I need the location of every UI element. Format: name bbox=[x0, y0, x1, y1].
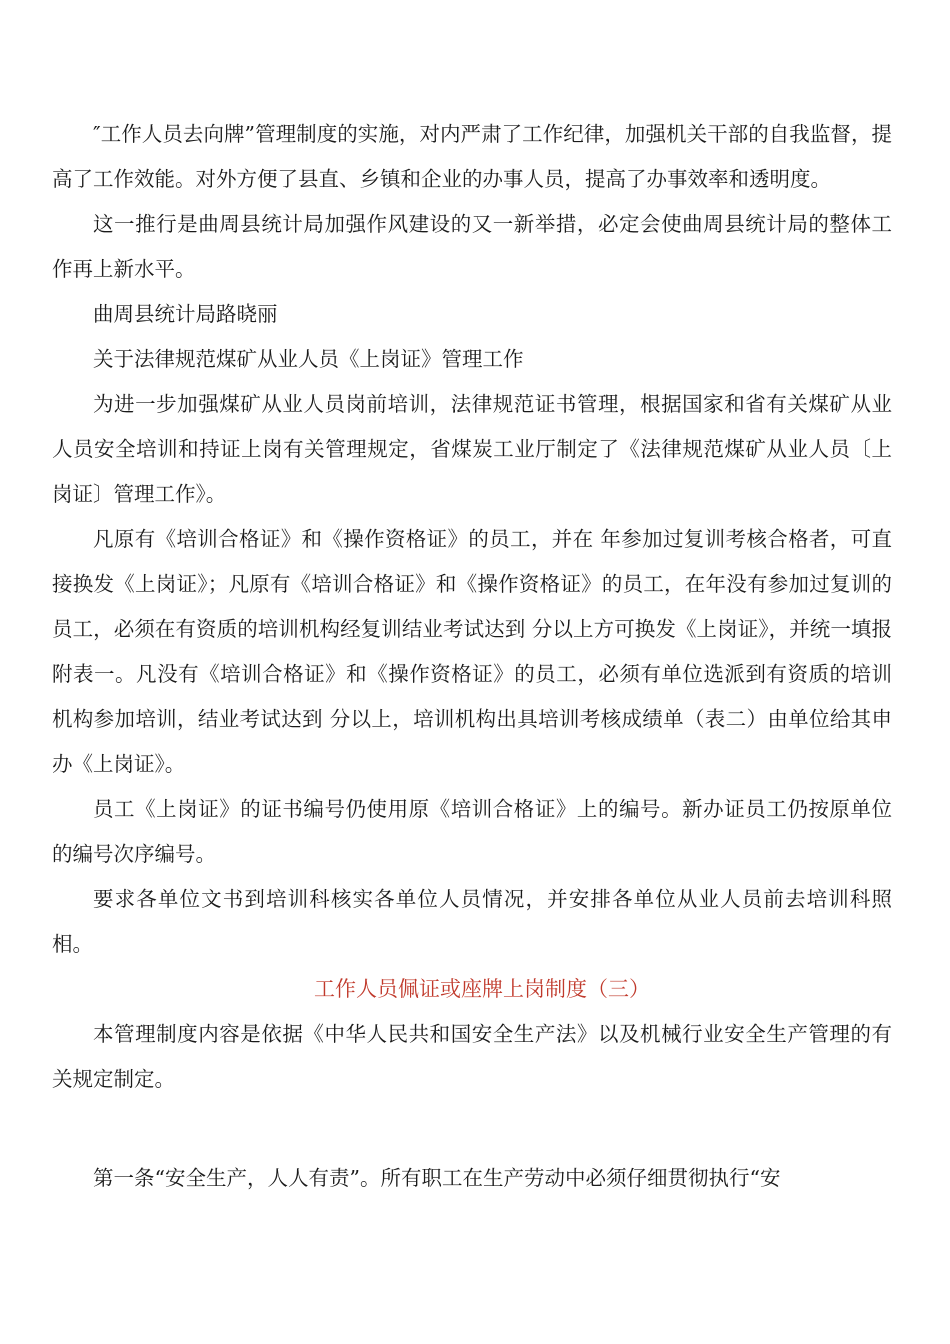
paragraph-legal-basis: 本管理制度内容是依据《中华人民共和国安全生产法》以及机械行业安全生产管理的有关规定制定。 bbox=[52, 1022, 892, 1091]
paragraph-training-purpose: 为进一步加强煤矿从业人员岗前培训，法律规范证书管理，根据国家和省有关煤矿从业人员安全培训和持证上岗有关管理规定，省煤炭工业厅制定了《法律规范煤矿从业人员〔上岗证〕管理工作》。 bbox=[52, 392, 892, 506]
paragraph-certificate-rules: 凡原有《培训合格证》和《操作资格证》的员工，并在 年参加过复训考核合格者，可直接换发《上岗证》；凡原有《培训合格证》和《操作资格证》的员工，在年没有参加过复训的员工，必须在有资质的培训机构经复训结业考试达到 分以上方可换发《上岗证》，并统一填报附表一。凡没有《培训合格证》和《操作资格证》的员工，必须有单位选派到有资质的培训机构参加培训，结业考试达到 分以上，培训机构出具培训考核成绩单（表二）由单位给其申办《上岗证》。 bbox=[52, 527, 892, 776]
paragraph-nameplate-effects: ″工作人员去向牌”管理制度的实施，对内严肃了工作纪律，加强机关干部的自我监督，提高了工作效能。对外方便了县直、乡镇和企业的办事人员，提高了办事效率和透明度。 bbox=[52, 122, 892, 191]
paragraph-photo-requirement: 要求各单位文书到培训科核实各单位人员情况，并安排各单位从业人员前去培训科照相。 bbox=[52, 887, 892, 956]
paragraph-new-initiative: 这一推行是曲周县统计局加强作风建设的又一新举措，必定会使曲周县统计局的整体工作再上新水平。 bbox=[52, 212, 892, 281]
section-heading: 工作人员佩证或座牌上岗制度（三） bbox=[314, 977, 650, 1001]
paragraph-subtitle: 关于法律规范煤矿从业人员《上岗证》管理工作 bbox=[93, 347, 524, 371]
paragraph-article-one: 第一条“安全生产，人人有责”。所有职工在生产劳动中必须仔细贯彻执行“安 bbox=[93, 1166, 781, 1190]
paragraph-author: 曲周县统计局路晓丽 bbox=[93, 302, 278, 326]
blank-spacer bbox=[52, 1102, 892, 1156]
paragraph-certificate-numbering: 员工《上岗证》的证书编号仍使用原《培训合格证》上的编号。新办证员工仍按原单位的编号次序编号。 bbox=[52, 797, 892, 866]
document-page bbox=[52, 112, 892, 1201]
